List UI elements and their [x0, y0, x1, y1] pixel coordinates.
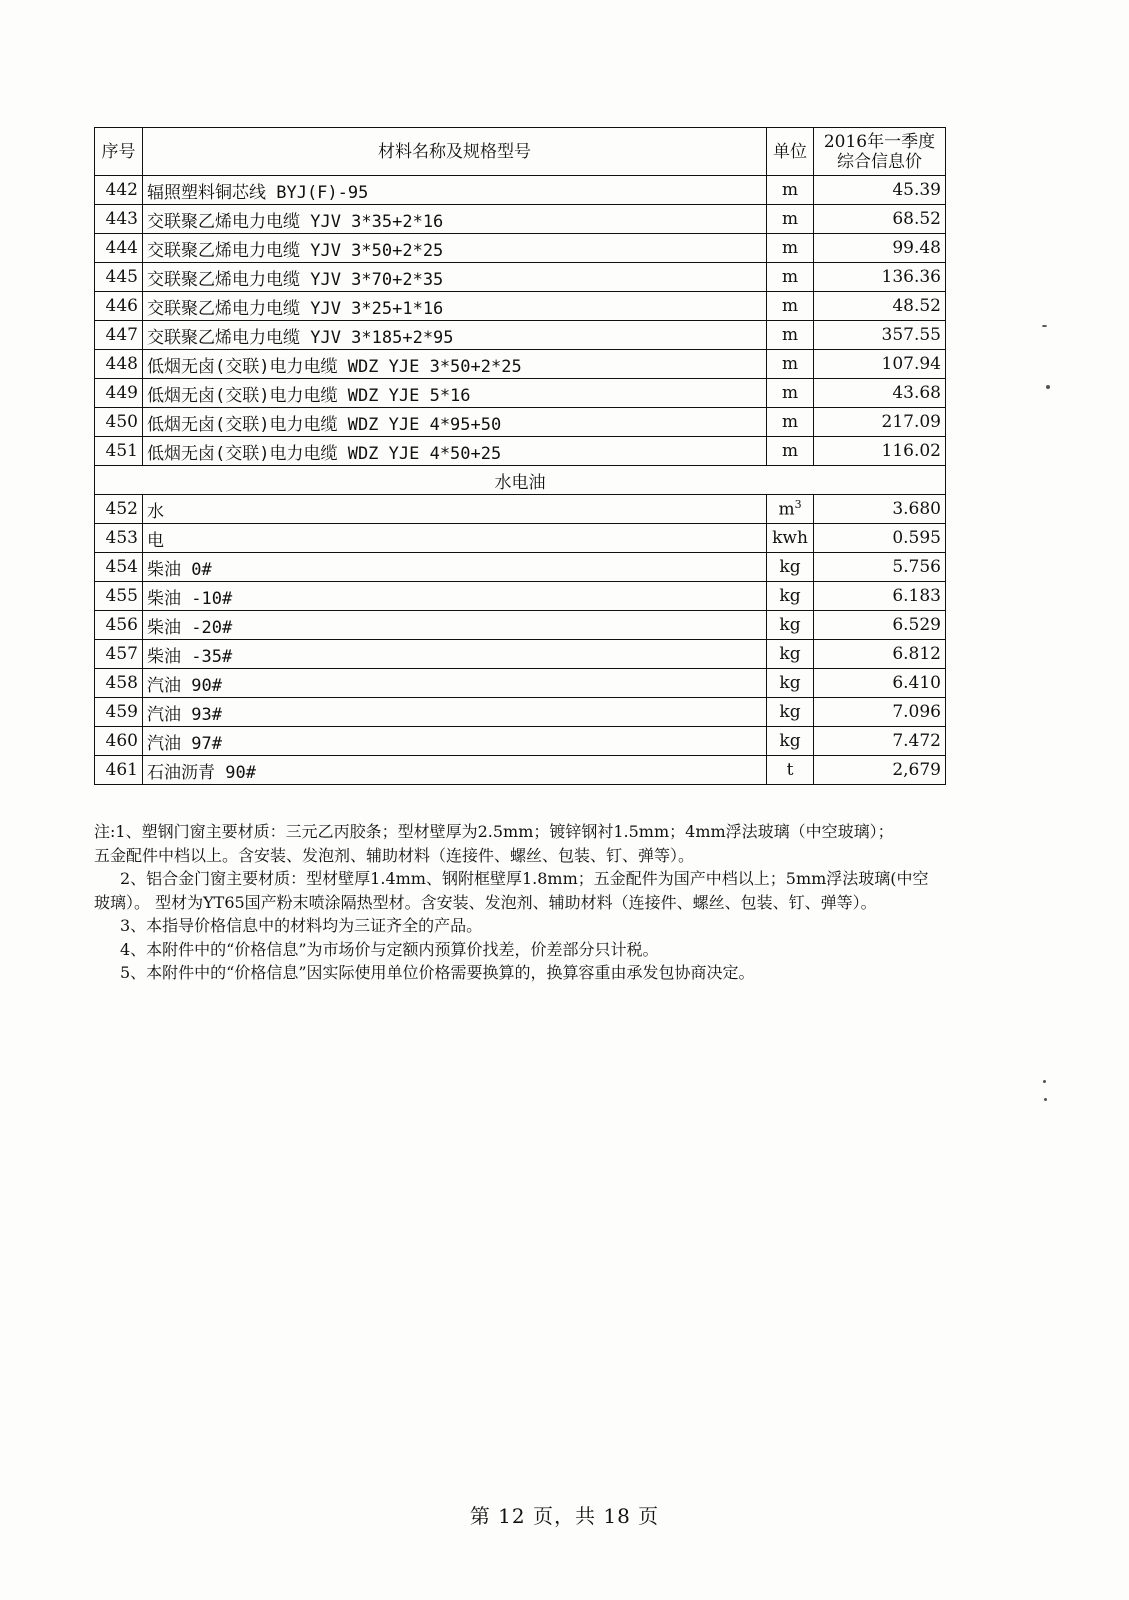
row-price: 6.410	[814, 669, 946, 698]
table-header-row	[95, 128, 946, 176]
row-unit: kg	[767, 611, 814, 640]
table-row	[95, 698, 946, 727]
row-no: 457	[95, 640, 143, 669]
note-paragraph: 4、本附件中的“价格信息”为市场价与定额内预算价找差，价差部分只计税。	[120, 939, 659, 959]
table-row	[95, 582, 946, 611]
row-price: 6.183	[814, 582, 946, 611]
row-no: 443	[95, 205, 143, 234]
table-row	[95, 727, 946, 756]
row-unit: m	[767, 408, 814, 437]
row-price: 136.36	[814, 263, 946, 292]
row-unit: kg	[767, 553, 814, 582]
row-name: 低烟无卤(交联)电力电缆 WDZ YJE 4*95+50	[143, 408, 767, 437]
header-price	[814, 128, 946, 176]
row-no: 459	[95, 698, 143, 727]
unit-superscript: 3	[794, 498, 802, 512]
row-name: 汽油 97#	[143, 727, 767, 756]
row-name: 交联聚乙烯电力电缆 YJV 3*70+2*35	[143, 263, 767, 292]
table-row	[95, 553, 946, 582]
row-no: 450	[95, 408, 143, 437]
table-row	[95, 292, 946, 321]
row-unit	[767, 495, 814, 524]
note-paragraph: 5、本附件中的“价格信息”因实际使用单位价格需要换算的，换算容重由承发包协商决定。	[120, 963, 755, 982]
page-footer: 第 12 页，共 18 页	[469, 1504, 660, 1528]
row-price: 357.55	[814, 321, 946, 350]
row-no: 444	[95, 234, 143, 263]
row-unit: t	[767, 756, 814, 785]
row-price: 48.52	[814, 292, 946, 321]
price-table	[94, 127, 946, 785]
row-unit: kg	[767, 727, 814, 756]
note-paragraph: 五金配件中档以上。含安装、发泡剂、辅助材料（连接件、螺丝、包装、钉、弹等）。	[94, 845, 695, 865]
row-no: 458	[95, 669, 143, 698]
header-name: 材料名称及规格型号	[143, 128, 767, 176]
notes-block	[94, 820, 944, 985]
row-no: 455	[95, 582, 143, 611]
row-name: 柴油 -10#	[143, 582, 767, 611]
row-name: 交联聚乙烯电力电缆 YJV 3*35+2*16	[143, 205, 767, 234]
table-row	[95, 495, 946, 524]
table-body-cables	[95, 176, 946, 466]
row-unit: m	[767, 350, 814, 379]
row-no: 461	[95, 756, 143, 785]
row-price: 43.68	[814, 379, 946, 408]
row-name: 辐照塑料铜芯线 BYJ(F)-95	[143, 176, 767, 205]
table-row	[95, 176, 946, 205]
table-row	[95, 611, 946, 640]
row-price: 116.02	[814, 437, 946, 466]
row-price: 5.756	[814, 553, 946, 582]
row-unit: kwh	[767, 524, 814, 553]
row-price: 6.812	[814, 640, 946, 669]
row-name: 交联聚乙烯电力电缆 YJV 3*50+2*25	[143, 234, 767, 263]
table-section	[95, 466, 946, 524]
row-name: 汽油 93#	[143, 698, 767, 727]
row-price: 3.680	[814, 495, 946, 524]
table-row	[95, 640, 946, 669]
table-row	[95, 669, 946, 698]
row-price: 99.48	[814, 234, 946, 263]
row-name: 低烟无卤(交联)电力电缆 WDZ YJE 5*16	[143, 379, 767, 408]
table-row	[95, 321, 946, 350]
row-price: 0.595	[814, 524, 946, 553]
table-row	[95, 234, 946, 263]
row-name: 石油沥青 90#	[143, 756, 767, 785]
table-row	[95, 350, 946, 379]
row-no: 448	[95, 350, 143, 379]
row-price: 68.52	[814, 205, 946, 234]
table-row	[95, 408, 946, 437]
table-row	[95, 379, 946, 408]
row-unit: kg	[767, 582, 814, 611]
row-no: 445	[95, 263, 143, 292]
row-unit: m	[767, 205, 814, 234]
row-price: 45.39	[814, 176, 946, 205]
row-no: 447	[95, 321, 143, 350]
row-name: 柴油 0#	[143, 553, 767, 582]
row-no: 452	[95, 495, 143, 524]
row-name: 柴油 -20#	[143, 611, 767, 640]
table-row	[95, 205, 946, 234]
row-name: 汽油 90#	[143, 669, 767, 698]
table-row	[95, 524, 946, 553]
row-price: 6.529	[814, 611, 946, 640]
row-unit: kg	[767, 640, 814, 669]
row-price: 107.94	[814, 350, 946, 379]
row-unit: m	[767, 176, 814, 205]
row-unit: m	[767, 292, 814, 321]
note-paragraph: 3、本指导价格信息中的材料均为三证齐全的产品。	[120, 916, 483, 935]
row-unit: m	[767, 437, 814, 466]
row-name: 交联聚乙烯电力电缆 YJV 3*25+1*16	[143, 292, 767, 321]
row-unit: kg	[767, 698, 814, 727]
header-unit: 单位	[767, 128, 814, 176]
scan-speck	[1042, 325, 1047, 327]
row-price: 2,679	[814, 756, 946, 785]
row-unit: m	[767, 263, 814, 292]
note-paragraph: 2、铝合金门窗主要材质：型材壁厚1.4mm、钢附框壁厚1.8mm；五金配件为国产中档以上；5mm浮法玻璃(中空玻璃）。 型材为YT65国产粉末喷涂隔热型材。含安装、发泡剂、辅助材料（连接件、螺丝、包装、钉、弹等）。	[94, 869, 929, 912]
row-no: 442	[95, 176, 143, 205]
row-name: 交联聚乙烯电力电缆 YJV 3*185+2*95	[143, 321, 767, 350]
header-no: 序号	[95, 128, 143, 176]
row-unit: m	[767, 321, 814, 350]
row-price: 7.096	[814, 698, 946, 727]
row-no: 453	[95, 524, 143, 553]
section-title: 水电油	[95, 466, 946, 495]
row-no: 446	[95, 292, 143, 321]
table-row	[95, 437, 946, 466]
table-row	[95, 756, 946, 785]
scan-speck	[1043, 1080, 1046, 1083]
row-no: 460	[95, 727, 143, 756]
section-row	[95, 466, 946, 495]
row-unit: m	[767, 379, 814, 408]
scan-speck	[1044, 1098, 1047, 1101]
header-price-line2: 综合信息价	[837, 151, 922, 172]
unit-base: m	[778, 499, 795, 520]
row-price: 7.472	[814, 727, 946, 756]
table-body-utilities	[95, 524, 946, 785]
table-row	[95, 263, 946, 292]
row-unit: m	[767, 234, 814, 263]
row-name: 低烟无卤(交联)电力电缆 WDZ YJE 4*50+25	[143, 437, 767, 466]
row-name	[143, 495, 767, 524]
row-no: 454	[95, 553, 143, 582]
row-no: 451	[95, 437, 143, 466]
row-unit: kg	[767, 669, 814, 698]
note-paragraph: 注:1、塑钢门窗主要材质：三元乙丙胶条；型材壁厚为2.5mm；镀锌钢衬1.5mm；4mm浮法玻璃（中空玻璃）；	[94, 822, 894, 841]
header-price-line1: 2016年一季度	[823, 131, 936, 152]
row-name: 柴油 -35#	[143, 640, 767, 669]
row-price: 217.09	[814, 408, 946, 437]
row-name-text: 水	[147, 501, 164, 522]
row-name: 电	[143, 524, 767, 553]
row-no: 449	[95, 379, 143, 408]
scan-speck	[1046, 385, 1050, 389]
row-no: 456	[95, 611, 143, 640]
row-name: 低烟无卤(交联)电力电缆 WDZ YJE 3*50+2*25	[143, 350, 767, 379]
